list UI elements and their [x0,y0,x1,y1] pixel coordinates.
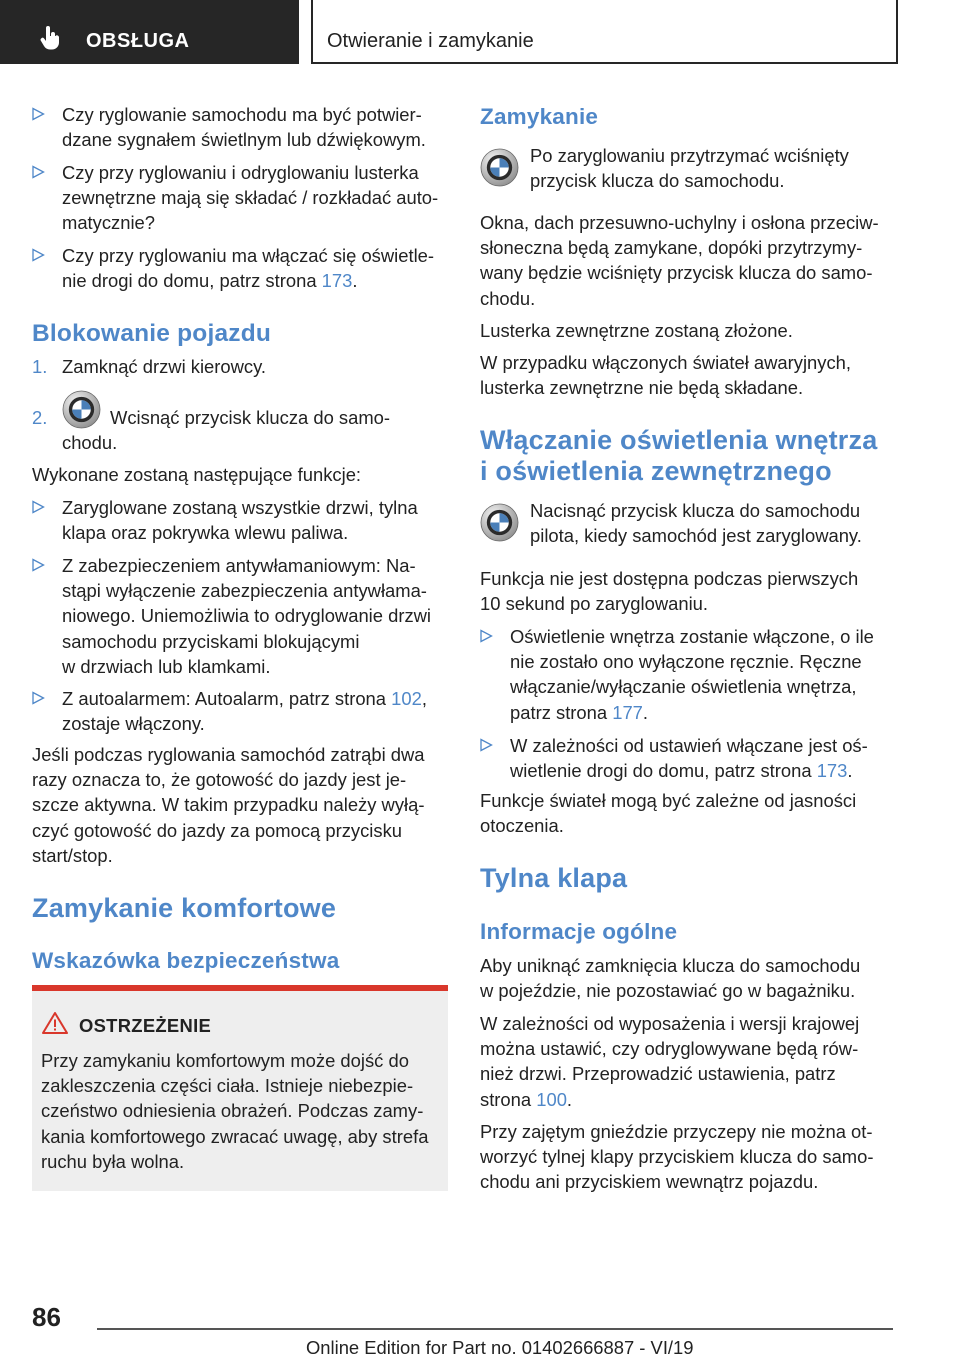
paragraph: Jeśli podczas ryglowania samochód zatrąbi dwa razy oznacza to, że gotowość do jazdy jest je- szcze aktywna. W takim przypadku należy wyłą- czyć gotowość do jazdy za pomocą przycisku start/stop. [32,744,425,866]
page-link[interactable]: 177 [612,701,643,723]
subsection-heading: Informacje ogólne [480,919,678,944]
step-text: Wcisnąć przycisk klucza do samo- [110,407,391,428]
paragraph: W przypadku włączonych świateł awaryjnych, lusterka zewnętrzne nie będą składane. [480,352,852,399]
page-link[interactable]: 173 [321,270,353,292]
section-heading: Blokowanie pojazdu [32,320,272,347]
warning-title: OSTRZEŻENIE [79,1015,212,1036]
paragraph: Okna, dach przesuwno-uchylny i osłona przeciw- słoneczna będą zamykane, dopóki przytrzymy- wany będzie wciśnięty przycisk klucza do samo- chodu. [480,212,879,309]
section-heading: Zamykanie komfortowe [32,893,337,923]
warning-box [32,985,448,1191]
footer-divider [97,1328,893,1330]
paragraph: Funkcja nie jest dostępna podczas pierwszych 10 sekund po zaryglowaniu. [480,568,859,615]
step-text: Zamknąć drzwi kierowcy. [62,356,267,377]
triangle-bullet-icon [32,165,45,179]
page-link[interactable]: 173 [816,760,848,782]
icon-text: Nacisnąć przycisk klucza do samochodu pilota, kiedy samochód jest zaryglowany. [530,500,862,547]
step-text: chodu. [62,432,118,453]
section-heading: Włączanie oświetlenia wnętrza i oświetlenia zewnętrznego [480,425,878,486]
section-label: OBSŁUGA [86,30,190,52]
triangle-bullet-icon [32,248,45,262]
triangle-bullet-icon [32,500,45,514]
chapter-header [311,0,898,64]
triangle-bullet-icon [480,629,493,643]
triangle-bullet-icon [32,691,45,705]
triangle-bullet-icon [32,107,45,121]
warning-triangle-icon [41,1011,69,1040]
bmw-key-button-icon [62,390,101,429]
page-number: 86 [32,1302,61,1332]
paragraph: Funkcje świateł mogą być zależne od jasności otoczenia. [480,790,857,837]
icon-text: Po zaryglowaniu przytrzymać wciśnięty przycisk klucza do samochodu. [530,145,849,192]
paragraph: Lusterka zewnętrzne zostaną złożone. [480,320,793,341]
paragraph: Wykonane zostaną następujące funkcje: [32,464,362,485]
section-heading: Tylna klapa [480,863,628,893]
page-link[interactable]: 100 [536,1088,567,1110]
paragraph: Aby uniknąć zamknięcia klucza do samochodu w pojeździe, nie pozostawiać go w bagażniku. [480,955,861,1002]
step-number: 2. [32,407,48,428]
warning-text: Przy zamykaniu komfortowym może dojść do zakleszczenia części ciała. Istnieje niebezpie- czeństwo odniesienia obrażeń. Podczas zamy- kania komfortowego zwracać uwagę, aby strefa ruchu była wolna. [41,1050,429,1172]
page-link[interactable]: 102 [391,688,422,709]
bmw-key-button-icon [480,503,519,542]
edition-footer: Online Edition for Part no. 01402666887 - VI/19 [306,1337,694,1358]
paragraph: Przy zajętym gnieździe przyczepy nie można ot- worzyć tylnej klapy przyciskiem klucza do samo- chodu ani przyciskiem wewnątrz pojazdu. [480,1121,874,1193]
subsection-heading: Wskazówka bezpieczeństwa [32,948,340,973]
triangle-bullet-icon [480,738,493,752]
section-tab [0,0,299,64]
bmw-key-button-icon [480,148,519,187]
step-number: 1. [32,356,48,377]
triangle-bullet-icon [32,558,45,572]
subsection-heading: Zamykanie [480,104,599,129]
hand-pointer-icon [40,26,60,55]
paragraph: W zależności od wyposażenia i wersji krajowej można ustawić, czy odryglowywane będą rów- nież drzwi. Przeprowadzić ustawienia, patrz strona 100. [480,1013,860,1110]
warning-bar [32,985,448,991]
chapter-title: Otwieranie i zamykanie [327,30,534,52]
